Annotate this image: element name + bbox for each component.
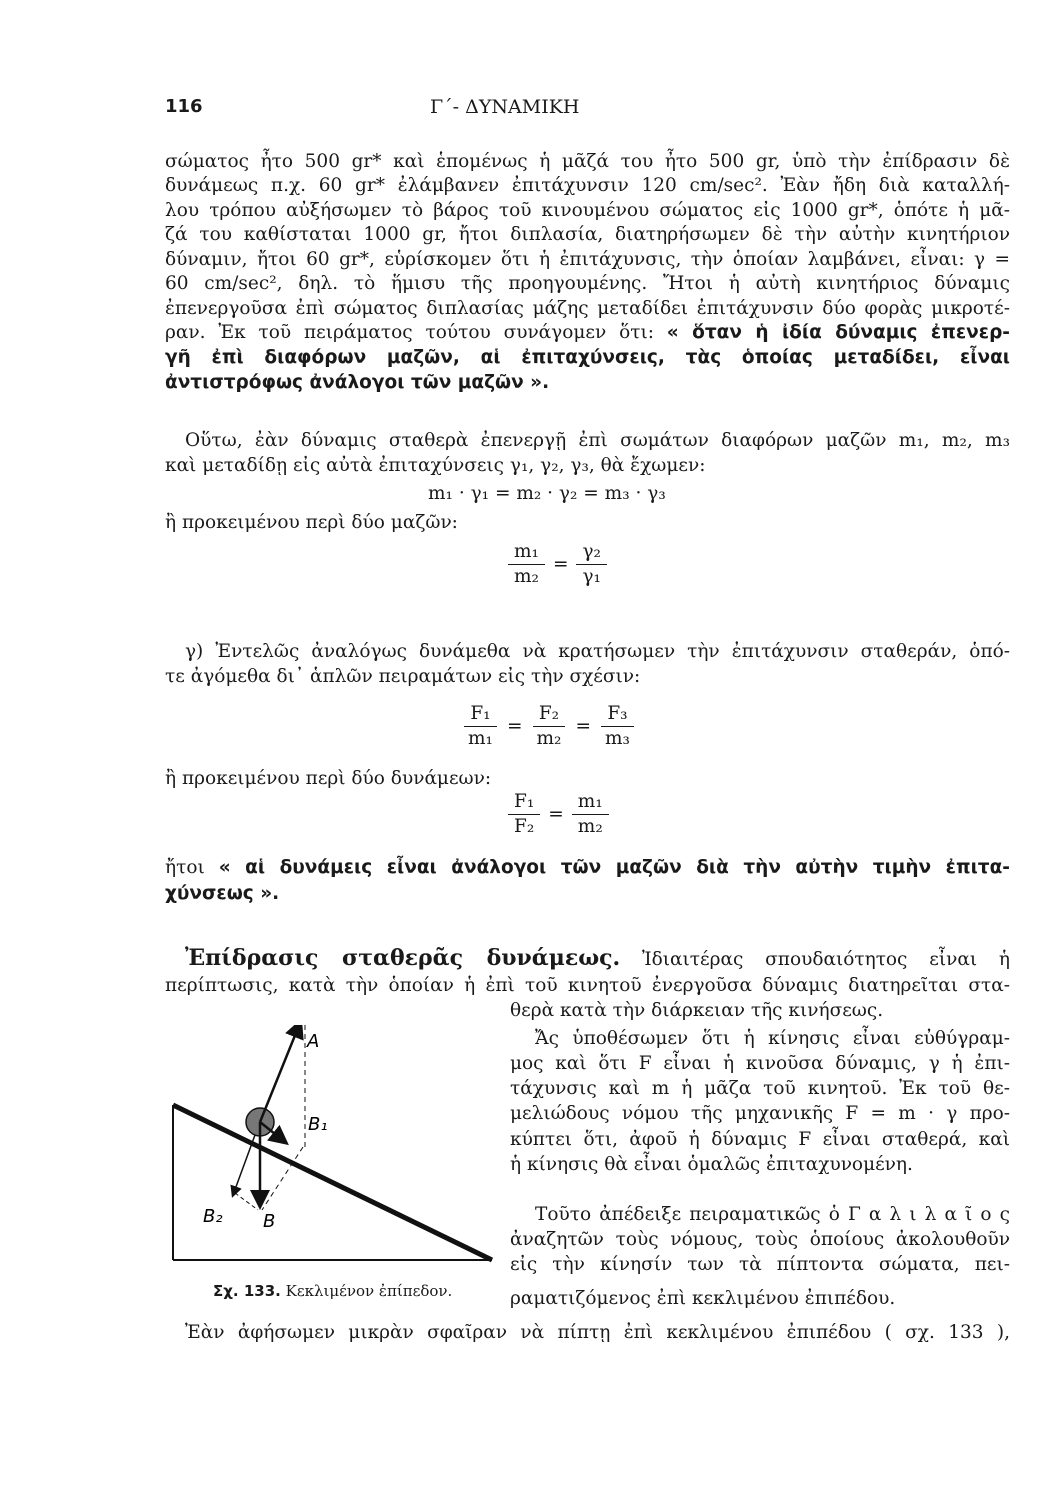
denominator: m₃ — [604, 728, 630, 749]
text-line: μος καὶ ὅτι F εἶναι ἡ κινοῦσα δύναμις, γ ἡ ἐπι- — [510, 1053, 1010, 1074]
text-line: κύπτει ὅτι, ἀφοῦ ἡ δύναμις F εἶναι σταθερά, καὶ — [510, 1129, 1010, 1150]
text-line: εἰς τὴν κίνησίν των τὰ πίπτοντα σώματα, πει- — [510, 1254, 1010, 1275]
text-line: Οὕτω, ἐὰν δύναμις σταθερὰ ἐπενεργῇ ἐπὶ σωμάτων διαφόρων μαζῶν m₁, m₂, m₃ — [185, 430, 1010, 451]
numerator: F₂ — [533, 702, 565, 727]
text-emphasis: « αἱ δυνάμεις εἶναι ἀνάλογοι τῶν μαζῶν διὰ τὴν αὐτὴν τιμὴν ἐπιτα- — [218, 857, 1010, 878]
label-A: A — [307, 1031, 320, 1052]
text-line: ζά του καθίσταται 1000 gr, ἤτοι διπλασία, διατηρήσωμεν δὲ τὴν αὐτὴν κινητήριον — [165, 224, 1010, 245]
numerator: F₁ — [464, 702, 496, 727]
text-line: λου τρόπου αὐξήσωμεν τὸ βάρος τοῦ κινουμένου σώματος εἰς 1000 gr*, ὁπότε ἡ μᾶ- — [165, 200, 1010, 221]
numerator: F₁ — [508, 790, 540, 815]
text-line: Ἐὰν ἀφήσωμεν μικρὰν σφαῖραν νὰ πίπτῃ ἐπὶ κεκλιμένου ἐπιπέδου ( σχ. 133 ), — [185, 1322, 1010, 1343]
text-line: θερὰ κατὰ τὴν διάρκειαν τῆς κινήσεως. — [510, 1000, 884, 1021]
numerator: m₁ — [508, 540, 545, 565]
denominator: γ₁ — [582, 566, 601, 587]
label-B: B — [263, 1211, 276, 1232]
label-B2: B₂ — [203, 1206, 223, 1227]
text-line: μελιώδους νόμου τῆς μηχανικῆς F = m · γ προ- — [510, 1103, 1010, 1124]
text-line: ἢ προκειμένου περὶ δύο μαζῶν: — [165, 512, 458, 533]
denominator: m₂ — [577, 816, 603, 837]
label-B1: B₁ — [308, 1114, 328, 1135]
text-normal: ραν. Ἐκ τοῦ πειράματος τούτου συνάγομεν ὅτι: — [165, 322, 654, 343]
denominator: m₂ — [514, 566, 539, 587]
text-normal: Ἰδιαιτέρας σπουδαιότητος εἶναι ἡ — [642, 949, 1010, 970]
text-line: Τοῦτο ἀπέδειξε πειραματικῶς ὁ Γ α λ ι λ α ῖ ο ς — [535, 1204, 1010, 1225]
text-line: γ) Ἐντελῶς ἀναλόγως δυνάμεθα νὰ κρατήσωμεν τὴν ἐπιτάχυνσιν σταθεράν, ὁπό- — [185, 641, 1010, 662]
text-line — [165, 321, 1010, 345]
text-emphasis-line: χύνσεως ». — [165, 883, 280, 904]
denominator: m₂ — [536, 728, 562, 749]
text-line: ἐπενεργοῦσα ἐπὶ σώματος διπλασίας μάζης μεταδίδει ἐπιτάχυνσιν δύο φορὰς μικροτέ- — [165, 298, 1010, 319]
equals: = — [552, 554, 569, 575]
text-line: Ἄς ὑποθέσωμεν ὅτι ἡ κίνησις εἶναι εὐθύγραμ- — [535, 1028, 1010, 1049]
text-line: δυνάμεως π.χ. 60 gr* ἐλάμβανεν ἐπιτάχυνσιν 120 cm/sec². Ἐὰν ἤδη διὰ καταλλή- — [165, 175, 1010, 196]
dashed-guide — [235, 1193, 258, 1210]
numerator: F₃ — [601, 702, 633, 727]
text-line: τε ἀγόμεθα δι᾽ ἁπλῶν πειραμάτων εἰς τὴν σχέσιν: — [165, 666, 641, 687]
text-line: δύναμιν, ἤτοι 60 gr*, εὑρίσκομεν ὅτι ἡ ἐπιτάχυνσις, τὴν ὁποίαν λαμβάνει, εἶναι: γ = — [165, 249, 1010, 270]
text-emphasis-line: ἀντιστρόφως ἀνάλογοι τῶν μαζῶν ». — [165, 372, 550, 393]
text-line: περίπτωσις, κατὰ τὴν ὁποίαν ἡ ἐπὶ τοῦ κινητοῦ ἐνεργοῦσα δύναμις διατηρεῖται στα- — [165, 975, 1010, 996]
equation-4 — [508, 790, 609, 839]
text-line: ραματιζόμενος ἐπὶ κεκλιμένου ἐπιπέδου. — [510, 1288, 896, 1309]
equals: = — [575, 716, 591, 737]
text-line: ἀναζητῶν τοὺς νόμους, τοὺς ὁποίους ἀκολουθοῦν — [510, 1229, 1010, 1250]
text-emphasis: « ὅταν ἡ ἰδία δύναμις ἐπενερ- — [666, 322, 1010, 343]
denominator: m₁ — [468, 728, 493, 749]
caption-label: Σχ. 133. — [213, 1282, 281, 1300]
page-number: 116 — [165, 96, 203, 117]
text-line: 60 cm/sec², δηλ. τὸ ἥμισυ τῆς προηγουμένης. Ἤτοι ἡ αὐτὴ κινητήριος δύναμις — [165, 273, 1010, 294]
equation-1: m₁ · γ₁ = m₂ · γ₂ = m₃ · γ₃ — [428, 483, 666, 504]
figure-caption — [213, 1282, 452, 1300]
section-heading: Ἐπίδρασις σταθερᾶς δυνάμεως. — [185, 945, 621, 971]
text-line: τάχυνσις καὶ m ἡ μᾶζα τοῦ κινητοῦ. Ἐκ τοῦ θε- — [510, 1078, 1010, 1099]
equation-3 — [462, 702, 636, 751]
caption-text: Κεκλιμένον ἐπίπεδον. — [285, 1282, 453, 1300]
text-line — [165, 856, 1010, 880]
text-line: καὶ μεταδίδῃ εἰς αὐτὰ ἐπιταχύνσεις γ₁, γ₂, γ₃, θὰ ἔχωμεν: — [165, 455, 706, 476]
text-line: ἢ προκειμένου περὶ δύο δυνάμεων: — [165, 768, 492, 789]
arrow-B2 — [233, 1135, 255, 1195]
plane-slope — [173, 1105, 492, 1260]
equals: = — [506, 716, 523, 737]
inclined-plane-figure — [165, 1025, 505, 1275]
text-normal: ἤτοι — [165, 857, 205, 878]
text-emphasis-line: γῆ ἐπὶ διαφόρων μαζῶν, αἱ ἐπιταχύνσεις, τὰς ὁποίας μεταδίδει, εἶναι — [165, 347, 1010, 368]
text-line: ἡ κίνησις θὰ εἶναι ὁμαλῶς ἐπιταχυνομένη. — [510, 1154, 913, 1175]
numerator: γ₂ — [576, 540, 606, 565]
denominator: F₂ — [514, 816, 535, 837]
section-first-line — [185, 946, 1010, 972]
equation-2 — [508, 540, 607, 589]
equals: = — [548, 804, 564, 825]
arrow-A — [260, 1025, 300, 1122]
numerator: m₁ — [572, 790, 609, 815]
text-line: σώματος ἦτο 500 gr* καὶ ἑπομένως ἡ μᾶζά του ἦτο 500 gr, ὑπὸ τὴν ἐπίδρασιν δὲ — [165, 151, 1010, 172]
chapter-title: Γ΄- ΔΥΝΑΜΙΚΗ — [430, 96, 580, 118]
